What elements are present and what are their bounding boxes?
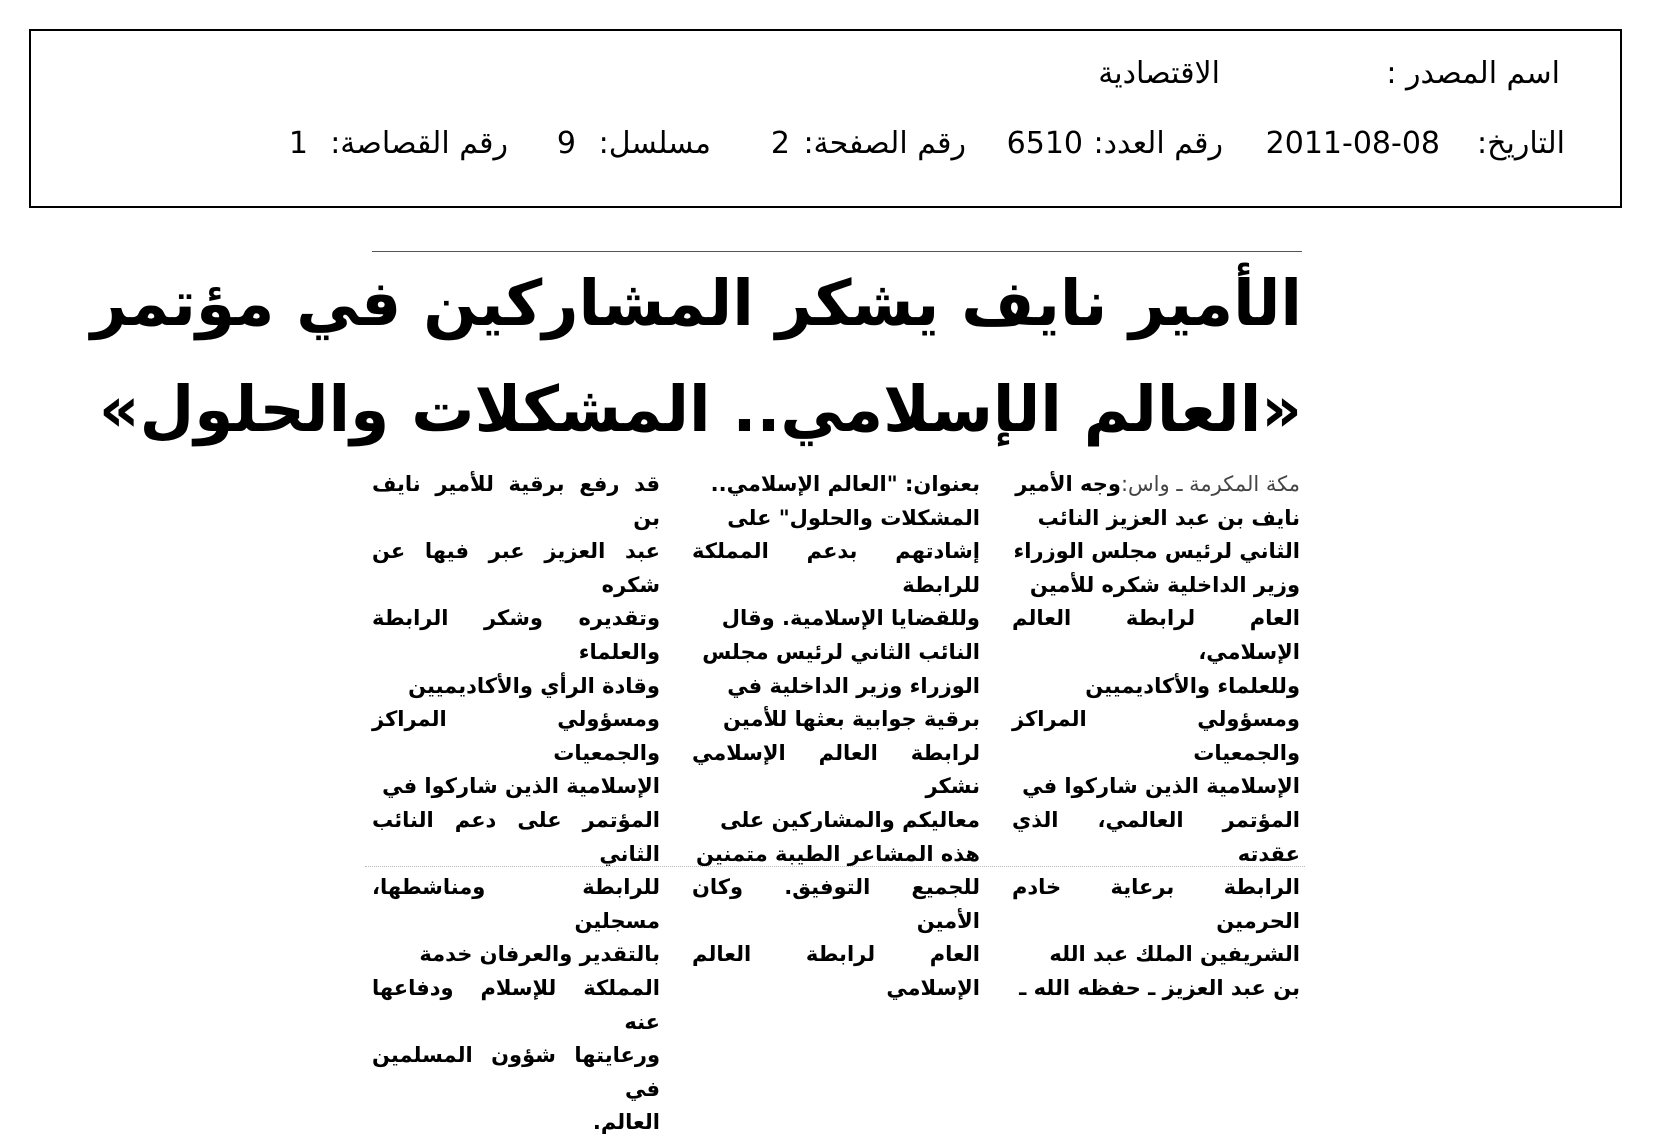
serial-label: مسلسل:: [598, 126, 711, 161]
dateline: مكة المكرمة ـ واس:: [1120, 472, 1300, 496]
article-top-rule: [372, 251, 1302, 252]
article-bottom-rule: [365, 866, 1305, 867]
date-label: التاريخ:: [1477, 126, 1565, 161]
page-value: 2: [770, 126, 790, 161]
serial-value: 9: [556, 126, 576, 161]
article-column-right: [1012, 468, 1300, 1006]
clipping-header-box: [29, 29, 1622, 208]
headline-line-1: الأمير نايف يشكر المشاركين في مؤتمر: [90, 267, 1302, 340]
article-column-middle: بعنوان: "العالم الإسلامي.. المشكلات والحلول" على إشادتهم بدعم المملكة للرابطة وللقضايا الإسلامية. وقال النائب الثاني لرئيس مجلس الوزراء وزير الداخلية في برقية جوابية بعثها للأمين لرابطة العالم الإسلامي نشكر معاليكم والمشاركين على هذه المشاعر الطيبة متمنين للجميع التوفيق. وكان الأمين العام لرابطة العالم الإسلامي: [692, 472, 980, 1000]
issue-label: رقم العدد:: [1093, 126, 1223, 161]
date-value: 2011-08-08: [1265, 126, 1440, 161]
article-column-left: قد رفع برقية للأمير نايف بن عبد العزيز عبر فيها عن شكره وتقديره وشكر الرابطة والعلماء وقادة الرأي والأكاديميين ومسؤولي المراكز والجمعيات الإسلامية الذين شاركوا في المؤتمر على دعم النائب الثاني للرابطة ومناشطها، مسجلين بالتقدير والعرفان خدمة المملكة للإسلام ودفاعها عنه ورعايتها شؤون المسلمين في العالم.: [372, 472, 660, 1135]
issue-value: 6510: [1006, 126, 1083, 161]
clipping-value: 1: [288, 126, 308, 161]
source-label: اسم المصدر :: [1386, 56, 1560, 91]
headline-line-2: «العالم الإسلامي.. المشكلات والحلول»: [98, 373, 1302, 446]
clipping-label: رقم القصاصة:: [330, 126, 508, 161]
source-value: الاقتصادية: [1098, 56, 1220, 91]
column-right-text: وجه الأمير نايف بن عبد العزيز النائب الثاني لرئيس مجلس الوزراء وزير الداخلية شكره للأمين العام لرابطة العالم الإسلامي، وللعلماء والأكاديميين ومسؤولي المراكز والجمعيات الإسلامية الذين شاركوا في المؤتمر العالمي، الذي عقدته الرابطة برعاية خادم الحرمين الشريفين الملك عبد الله بن عبد العزيز ـ حفظه الله ـ: [1012, 472, 1300, 1000]
page-label: رقم الصفحة:: [803, 126, 966, 161]
